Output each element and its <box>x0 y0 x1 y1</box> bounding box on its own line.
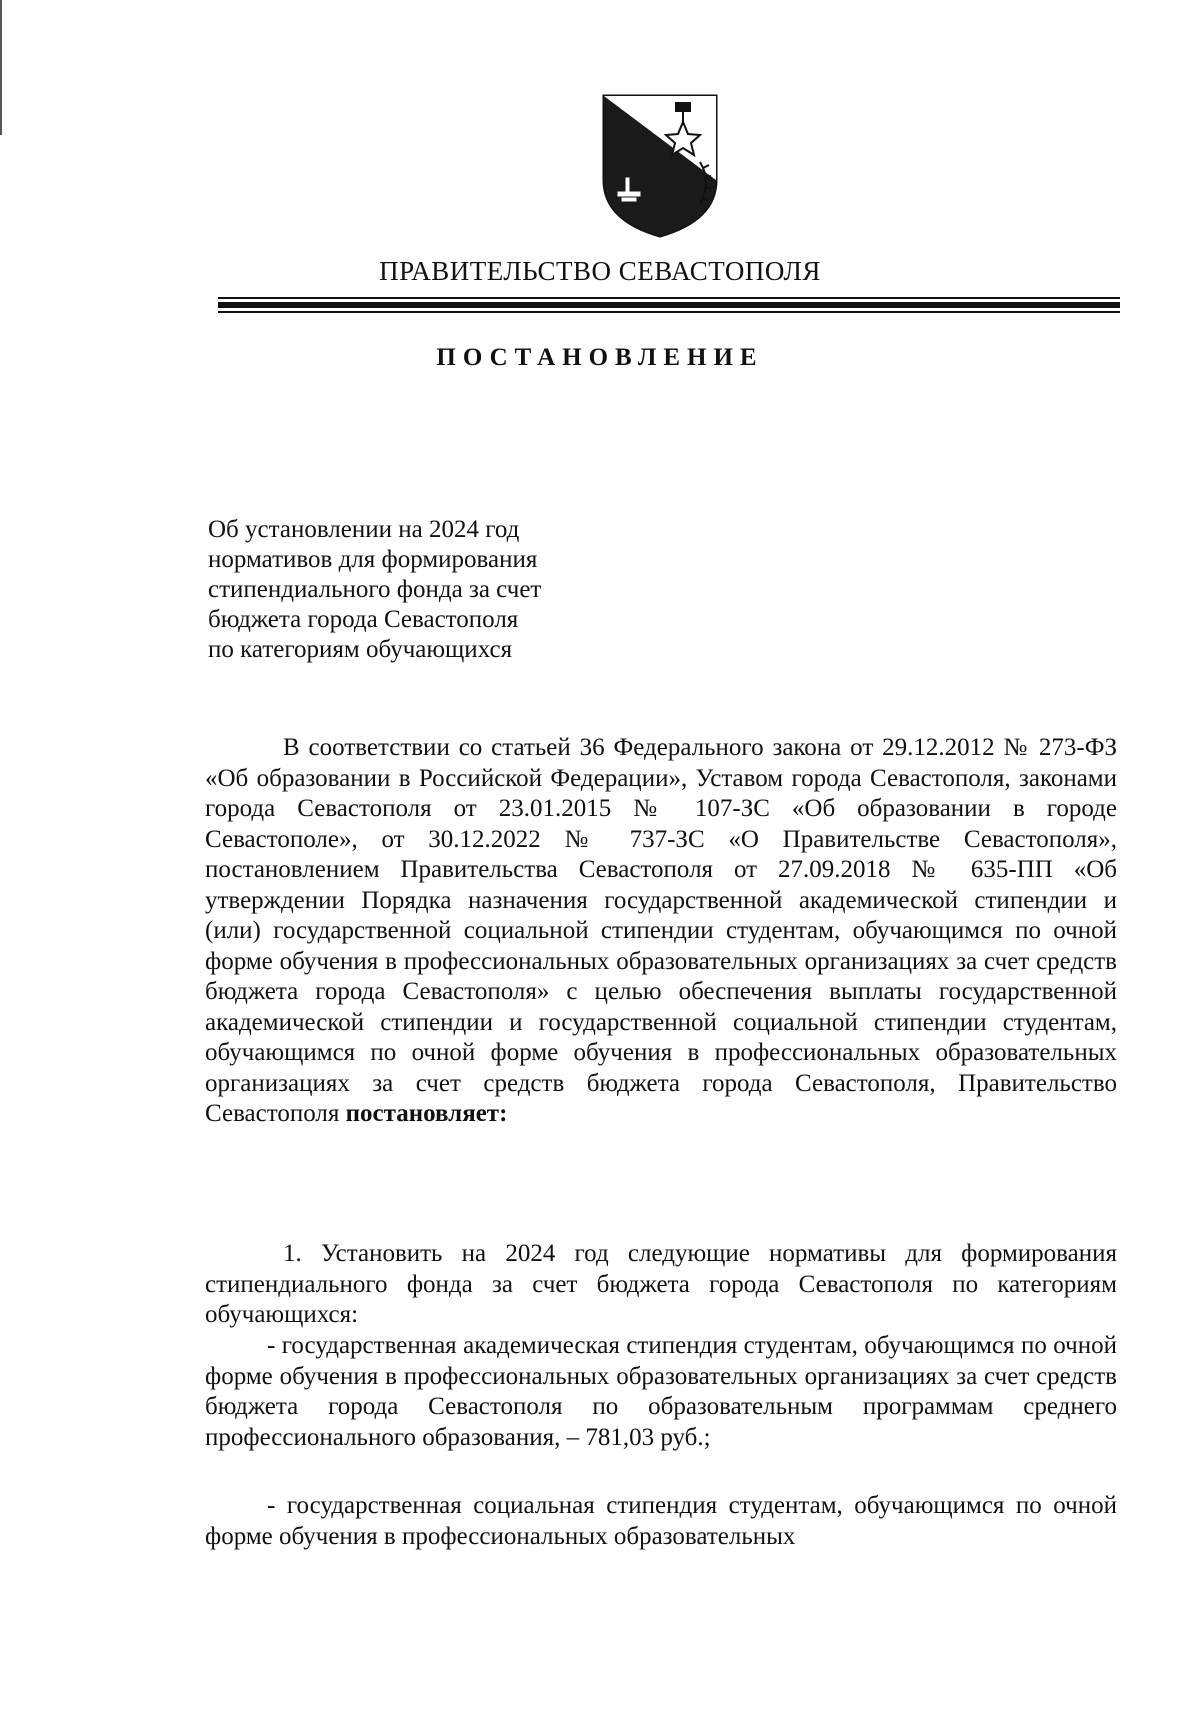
resolves-word: постановляет: <box>345 1100 508 1127</box>
header-rule-bottom <box>218 311 1120 313</box>
bullet-social-stipend: - государственная социальная стипендия студентам, обучающимся по очной форме обучения в профессиональных образовательных <box>205 1492 1117 1550</box>
scan-edge-mark <box>0 0 2 135</box>
header-rule-thick <box>218 302 1120 308</box>
subject-line: по категориям обучающихся <box>208 636 513 663</box>
government-title: ПРАВИТЕЛЬСТВО СЕВАСТОПОЛЯ <box>379 256 821 286</box>
document-subject <box>208 515 628 665</box>
item-1-paragraph: 1. Установить на 2024 год следующие нормативы для формирования стипендиального фонда за счет бюджета города Севастополя по категориям обучающихся: <box>205 1240 1117 1328</box>
subject-line: бюджета города Севастополя <box>208 606 519 633</box>
bullet-academic-stipend: - государственная академическая стипендия студентам, обучающимся по очной форме обучения в профессиональных образовательных организациях за счет средств бюджета города Севастополя по образовательным программам среднего профессионального образования, – 781,03 руб.; <box>205 1332 1117 1451</box>
document-type-heading: ПОСТАНОВЛЕНИЕ <box>436 344 764 371</box>
header-rule-top <box>218 297 1120 299</box>
preamble-text: В соответствии со статьей 36 Федерального закона от 29.12.2012 № 273-ФЗ «Об образовании в Российской Федерации», Уставом города Севастополя, законами города Севастополя от 23.01.2015 № 107-ЗС «Об образовании в городе Севастополе», от 30.12.2022 № 737-ЗС «О Правительстве Севастополя», постановлением Правительства Севастополя от 27.09.2018 № 635-ПП «Об утверждении Порядка назначения государственной академической стипендии и (или) государственной социальной стипендии студентам, обучающимся по очной форме обучения в профессиональных образовательных организациях за счет средств бюджета города Севастополя» с целью обеспечения выплаты государственной академической стипендии и государственной социальной стипендии студентам, обучающимся по очной форме обучения в профессиональных образовательных организациях за счет средств бюджета города Севастополя, Правительство Севастополя <box>205 734 1117 1127</box>
sevastopol-coat-of-arms-icon <box>600 92 720 240</box>
subject-line: нормативов для формирования <box>208 546 538 573</box>
subject-line: стипендиального фонда за счет <box>208 576 542 603</box>
preamble-paragraph <box>205 733 1117 1130</box>
subject-line: Об установлении на 2024 год <box>208 516 520 543</box>
